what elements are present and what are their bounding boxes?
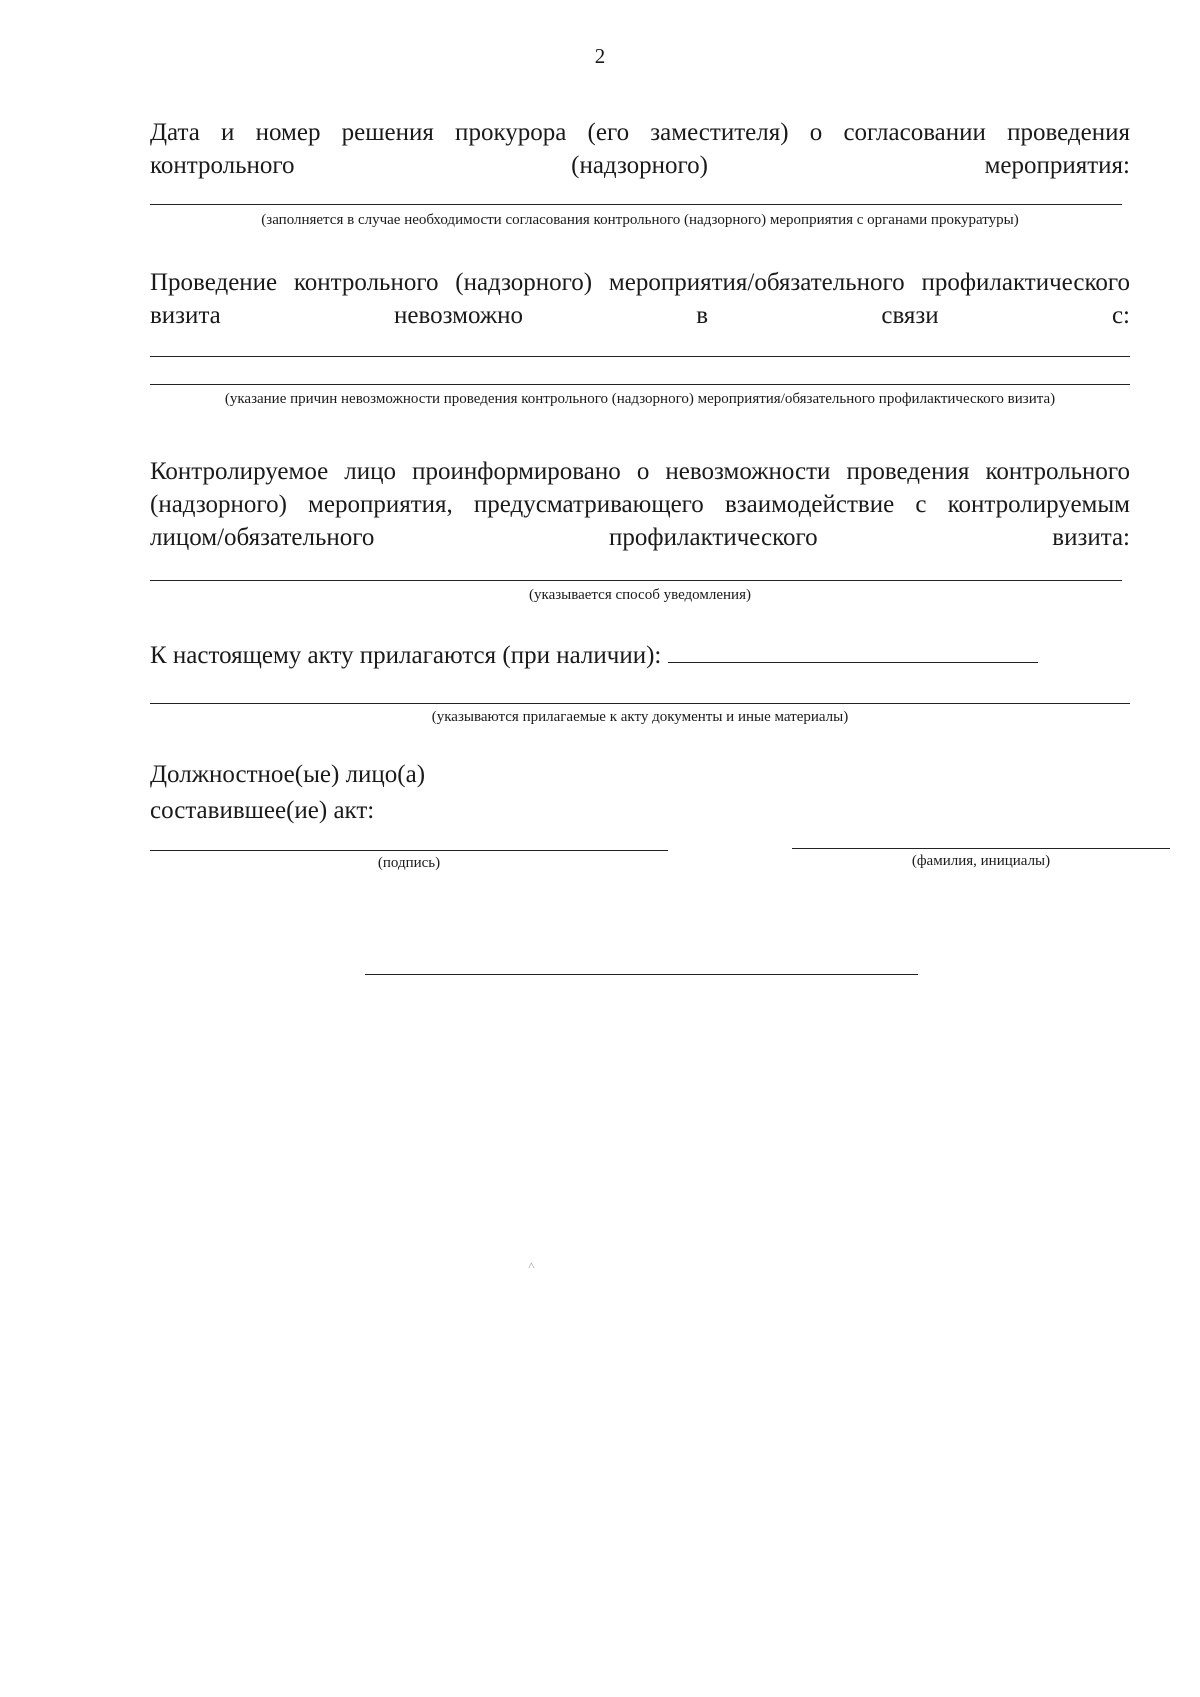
prosecutor-decision-field[interactable] (150, 204, 1122, 205)
officials-heading-1: Должностное(ые) лицо(а) (150, 761, 426, 788)
officials-heading-2: составившее(ие) акт: (150, 797, 375, 824)
attachments-field-2[interactable] (150, 703, 1130, 704)
attachments-caption: (указываются прилагаемые к акту документы и иные материалы) (431, 709, 849, 725)
attachments-field[interactable] (668, 636, 1038, 663)
scan-mark: ˄ (528, 1258, 535, 1272)
impossibility-reason-field-1[interactable] (150, 356, 1130, 357)
prosecutor-decision-text: Дата и номер решения прокурора (его заместителя) о согласовании проведения контрольного (надзорного) мероприятия: (150, 119, 1130, 179)
attachments-text: К настоящему акту прилагаются (при наличии): (150, 642, 662, 669)
closing-separator (365, 974, 918, 975)
name-initials-caption: (фамилия, инициалы) (911, 853, 1051, 869)
impossibility-text: Проведение контрольного (надзорного) мероприятия/обязательного профилактического визита невозможно в связи с: (150, 269, 1130, 329)
name-initials-field[interactable] (792, 848, 1170, 849)
notification-caption: (указывается способ уведомления) (529, 587, 751, 603)
informed-text: Контролируемое лицо проинформировано о невозможности проведения контрольного (надзорного) мероприятия, предусматривающего взаимодействие с контролируемым лицом/обязательного профилактического визита: (150, 458, 1130, 551)
page-number: 2 (594, 44, 606, 68)
impossibility-reason-field-2[interactable] (150, 384, 1130, 385)
impossibility-caption: (указание причин невозможности проведения контрольного (надзорного) мероприятия/обязательного профилактического визита) (224, 391, 1056, 407)
attachments-row (150, 636, 1130, 672)
signature-field[interactable] (150, 850, 668, 851)
signature-caption: (подпись) (377, 855, 441, 871)
notification-method-field[interactable] (150, 580, 1122, 581)
prosecutor-decision-caption: (заполняется в случае необходимости согласования контрольного (надзорного) мероприятия с органами прокуратуры) (261, 212, 1019, 228)
